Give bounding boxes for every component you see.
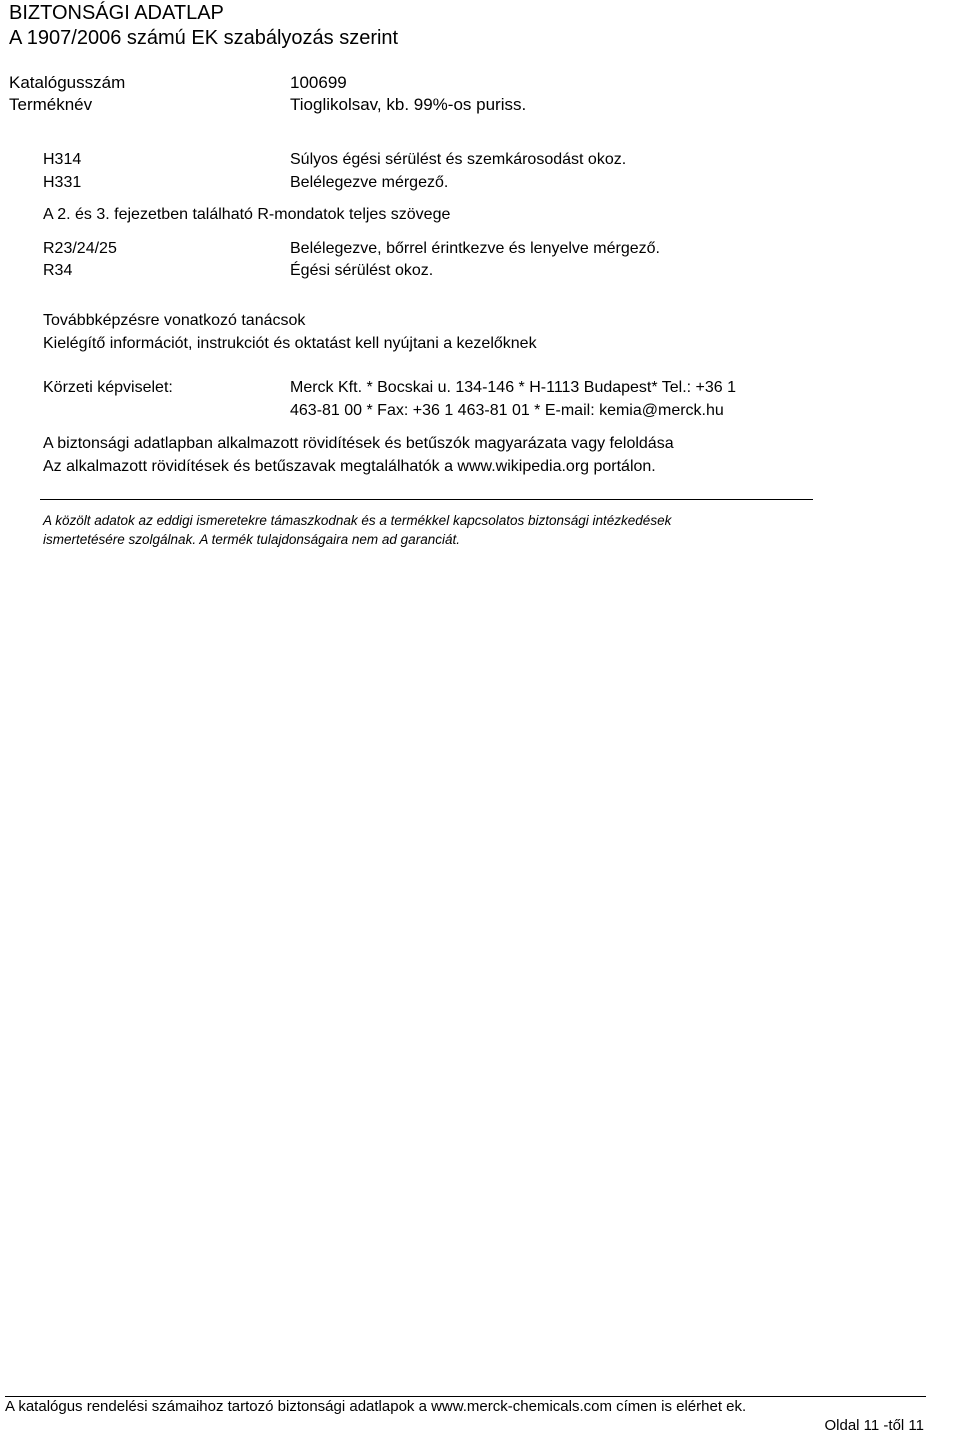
r-statement-code: R23/24/25 <box>43 240 117 257</box>
regulation-subtitle: A 1907/2006 számú EK szabályozás szerint <box>9 27 399 49</box>
r-statement-code: R34 <box>43 262 73 279</box>
product-name-value: Tioglikolsav, kb. 99%-os puriss. <box>290 95 527 114</box>
abbreviations-title: A biztonsági adatlapban alkalmazott rövidítések és betűszók magyarázata vagy feloldása <box>43 435 674 452</box>
r-statement-text: Belélegezve, bőrrel érintkezve és lenyelve mérgező. <box>290 240 660 257</box>
catalog-number-label: Katalógusszám <box>9 73 126 92</box>
r-section-title: A 2. és 3. fejezetben található R-mondatok teljes szövege <box>43 206 451 223</box>
h-statement-code: H314 <box>43 151 82 168</box>
h-statement-code: H331 <box>43 174 82 191</box>
disclaimer-line2: ismertetésére szolgálnak. A termék tulajdonságaira nem ad garanciát. <box>43 532 460 547</box>
training-text: Kielégítő információt, instrukciót és oktatást kell nyújtani a kezelőknek <box>43 335 537 352</box>
disclaimer-line1: A közölt adatok az eddigi ismeretekre támaszkodnak és a termékkel kapcsolatos biztonsági intézkedések <box>43 513 672 528</box>
representative-address-line1: Merck Kft. * Bocskai u. 134-146 * H-1113 Budapest* Tel.: +36 1 <box>290 379 737 396</box>
representative-address-line2: 463-81 00 * Fax: +36 1 463-81 01 * E-mail: kemia@merck.hu <box>290 402 724 419</box>
catalog-number-value: 100699 <box>290 73 347 92</box>
product-name-label: Terméknév <box>9 95 93 114</box>
r-statement-text: Égési sérülést okoz. <box>290 262 434 279</box>
training-title: Továbbképzésre vonatkozó tanácsok <box>43 312 306 329</box>
section-divider <box>40 499 813 500</box>
footer-note: A katalógus rendelési számaihoz tartozó biztonsági adatlapok a www.merck-chemicals.com címen is elérhet ek. <box>5 1398 747 1415</box>
abbreviations-text: Az alkalmazott rövidítések és betűszavak megtalálhatók a www.wikipedia.org portálon. <box>43 458 656 475</box>
h-statement-text: Súlyos égési sérülést és szemkárosodást okoz. <box>290 151 627 168</box>
document-title: BIZTONSÁGI ADATLAP <box>9 2 224 24</box>
page-number: Oldal 11 -től 11 <box>824 1417 924 1434</box>
representative-label: Körzeti képviselet: <box>43 379 173 396</box>
h-statement-text: Belélegezve mérgező. <box>290 174 449 191</box>
footer-divider <box>5 1396 926 1397</box>
